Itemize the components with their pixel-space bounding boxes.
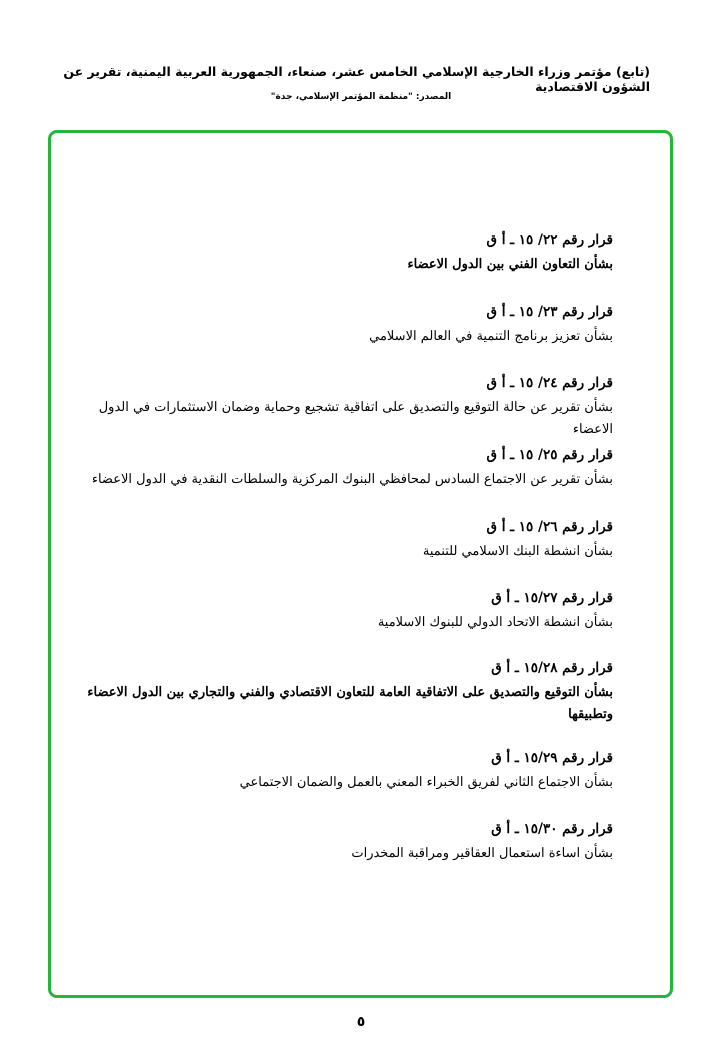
resolution-subject: بشأن التوقيع والتصديق على الاتفاقية العامة للتعاون الاقتصادي والفني والتجاري بين الدول الاعضاء وتطبيقها: [87, 685, 613, 722]
resolution-subject: بشأن التعاون الفني بين الدول الاعضاء: [407, 257, 613, 272]
document-source: المصدر: "منظمة المؤتمر الإسلامي، جدة": [270, 92, 452, 102]
resolution-title: قرار رقم ١٥/٣٠ ـ أ ق: [491, 821, 613, 837]
resolution-title: قرار رقم ٢٦/ ١٥ ـ أ ق: [486, 519, 613, 535]
resolution-title: قرار رقم ٢٣/ ١٥ ـ أ ق: [486, 304, 613, 320]
resolution-item: [73, 820, 613, 865]
resolution-title: قرار رقم ٢٥/ ١٥ ـ أ ق: [486, 447, 613, 463]
resolution-subject: بشأن انشطة البنك الاسلامي للتنمية: [422, 544, 613, 559]
resolution-subject: بشأن تعزيز برنامج التنمية في العالم الاسلامي: [369, 329, 613, 344]
resolution-title: قرار رقم ١٥/٢٩ ـ أ ق: [491, 750, 613, 766]
resolution-title: قرار رقم ١٥/٢٧ ـ أ ق: [491, 590, 613, 606]
resolution-subject: بشأن تقرير عن الاجتماع السادس لمحافظي البنوك المركزية والسلطات النقدية في الدول الاعضاء: [91, 472, 613, 487]
resolution-item: [73, 589, 613, 634]
resolution-item: [73, 231, 613, 276]
resolution-item: [73, 749, 613, 794]
resolution-subject: بشأن الاجتماع الثاني لفريق الخبراء المعني بالعمل والضمان الاجتماعي: [239, 775, 613, 790]
resolution-title: قرار رقم ٢٤/ ١٥ ـ أ ق: [486, 375, 613, 391]
resolution-title: قرار رقم ١٥/٢٨ ـ أ ق: [491, 660, 613, 676]
document-header-title: (تابع) مؤتمر وزراء الخارجية الإسلامي الخامس عشر، صنعاء، الجمهورية العربية اليمنية، تقرير عن الشؤون الاقتصادية: [63, 64, 650, 94]
resolution-item: [73, 518, 613, 563]
resolution-title: قرار رقم ٢٢/ ١٥ ـ أ ق: [486, 232, 613, 248]
page-number: ٥: [356, 1014, 366, 1030]
resolution-item: [73, 659, 613, 726]
resolution-subject: بشأن اساءة استعمال العقاقير ومراقبة المخدرات: [351, 846, 613, 861]
resolution-item: [73, 446, 613, 491]
resolution-subject: بشأن تقرير عن حالة التوقيع والتصديق على اتفاقية تشجيع وحماية وضمان الاستثمارات في الدول الاعضاء: [98, 400, 613, 437]
resolution-item: [73, 374, 613, 441]
resolution-item: [73, 303, 613, 348]
resolution-subject: بشأن انشطة الاتحاد الدولي للبنوك الاسلامية: [377, 615, 613, 630]
